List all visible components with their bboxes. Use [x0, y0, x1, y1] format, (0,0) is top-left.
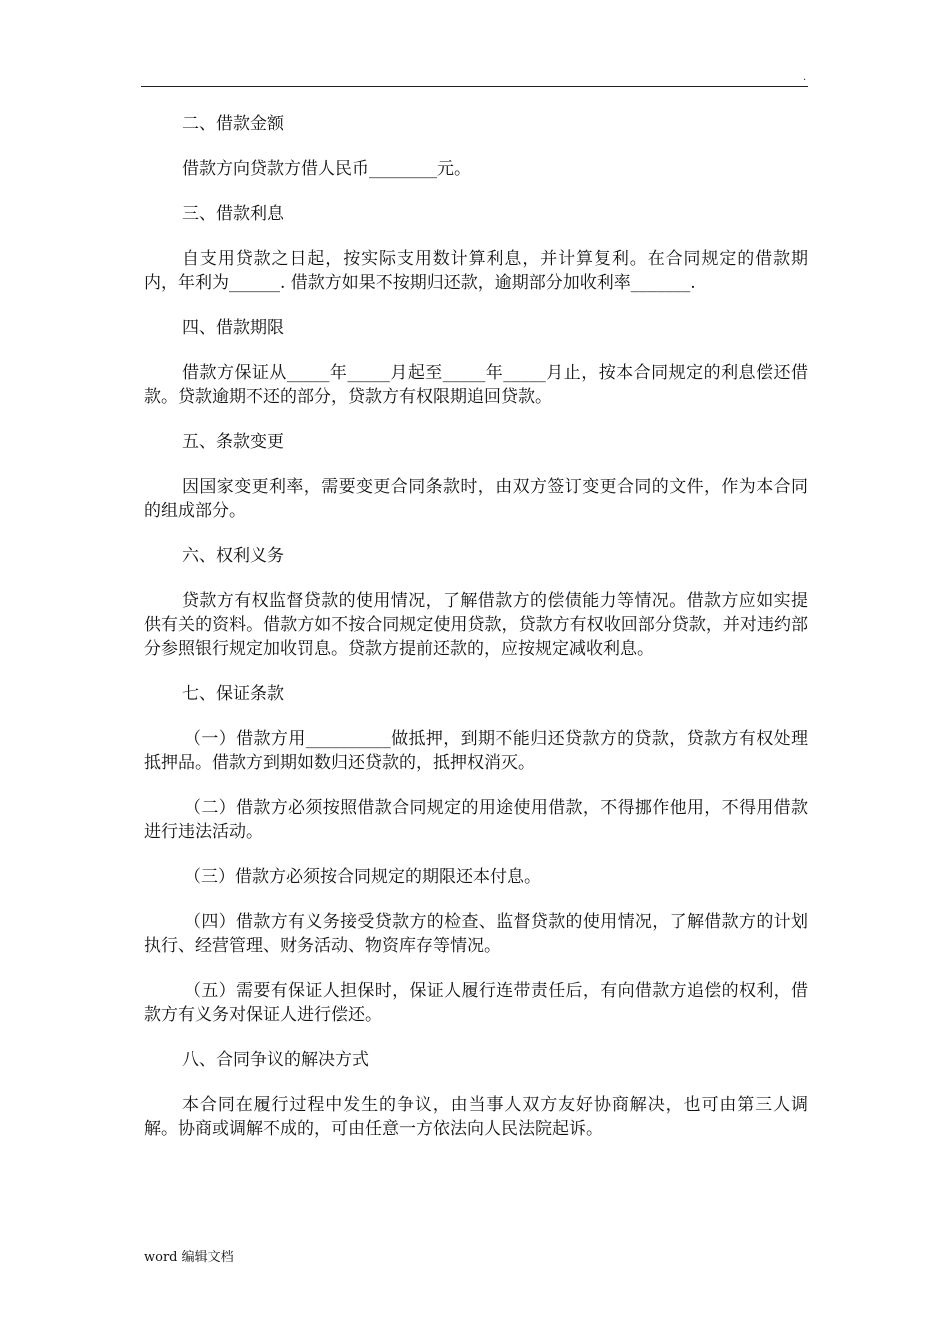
section-heading: 四、借款期限: [182, 318, 284, 338]
section-paragraph: 贷款方有权监督贷款的使用情况，了解借款方的偿债能力等情况。借款方应如实提供有关的资料。借款方如不按合同规定使用贷款，贷款方有权收回部分贷款，并对违约部分参照银行规定加收罚息。贷款方提前还款的，应按规定减收利息。: [144, 591, 808, 659]
header-rule: [141, 86, 808, 87]
document-body: [144, 112, 808, 1162]
section-paragraph: 自支用贷款之日起，按实际支用数计算利息，并计算复利。在合同规定的借款期内，年利为______. 借款方如果不按期归还款，逾期部分加收利率_______.: [144, 249, 808, 293]
section-heading: 二、借款金额: [182, 114, 284, 134]
guarantee-item-1: （一）借款方用__________做抵押，到期不能归还贷款方的贷款，贷款方有权处理抵押品。借款方到期如数归还贷款的，抵押权消灭。: [144, 729, 808, 773]
section-guarantee-clauses: [144, 682, 808, 1027]
section-paragraph: 借款方保证从_____年_____月起至_____年_____月止，按本合同规定的利息偿还借款。贷款逾期不还的部分，贷款方有权限期追回贷款。: [144, 363, 808, 407]
section-paragraph: 借款方向贷款方借人民币________元。: [182, 159, 471, 179]
guarantee-item-5: （五）需要有保证人担保时，保证人履行连带责任后，有向借款方追偿的权利，借款方有义务对保证人进行偿还。: [144, 981, 808, 1025]
section-clause-change: [144, 430, 808, 523]
section-paragraph: 本合同在履行过程中发生的争议，由当事人双方友好协商解决，也可由第三人调解。协商或调解不成的，可由任意一方依法向人民法院起诉。: [144, 1095, 808, 1139]
section-heading: 五、条款变更: [182, 432, 284, 452]
section-heading: 七、保证条款: [182, 684, 284, 704]
section-loan-term: [144, 316, 808, 409]
section-loan-amount: [144, 112, 808, 181]
section-dispute-resolution: [144, 1048, 808, 1141]
section-heading: 八、合同争议的解决方式: [182, 1050, 369, 1070]
section-heading: 三、借款利息: [182, 204, 284, 224]
section-loan-interest: [144, 202, 808, 295]
header-mark: .: [803, 72, 807, 83]
footer-label: word 编辑文档: [144, 1250, 234, 1265]
guarantee-item-3: （三）借款方必须按合同规定的期限还本付息。: [184, 867, 541, 887]
section-heading: 六、权利义务: [182, 546, 284, 566]
guarantee-item-4: （四）借款方有义务接受贷款方的检查、监督贷款的使用情况，了解借款方的计划执行、经营管理、财务活动、物资库存等情况。: [144, 912, 808, 956]
section-paragraph: 因国家变更利率，需要变更合同条款时，由双方签订变更合同的文件，作为本合同的组成部分。: [144, 477, 808, 521]
section-rights-obligations: [144, 544, 808, 661]
guarantee-item-2: （二）借款方必须按照借款合同规定的用途使用借款，不得挪作他用，不得用借款进行违法活动。: [144, 798, 808, 842]
